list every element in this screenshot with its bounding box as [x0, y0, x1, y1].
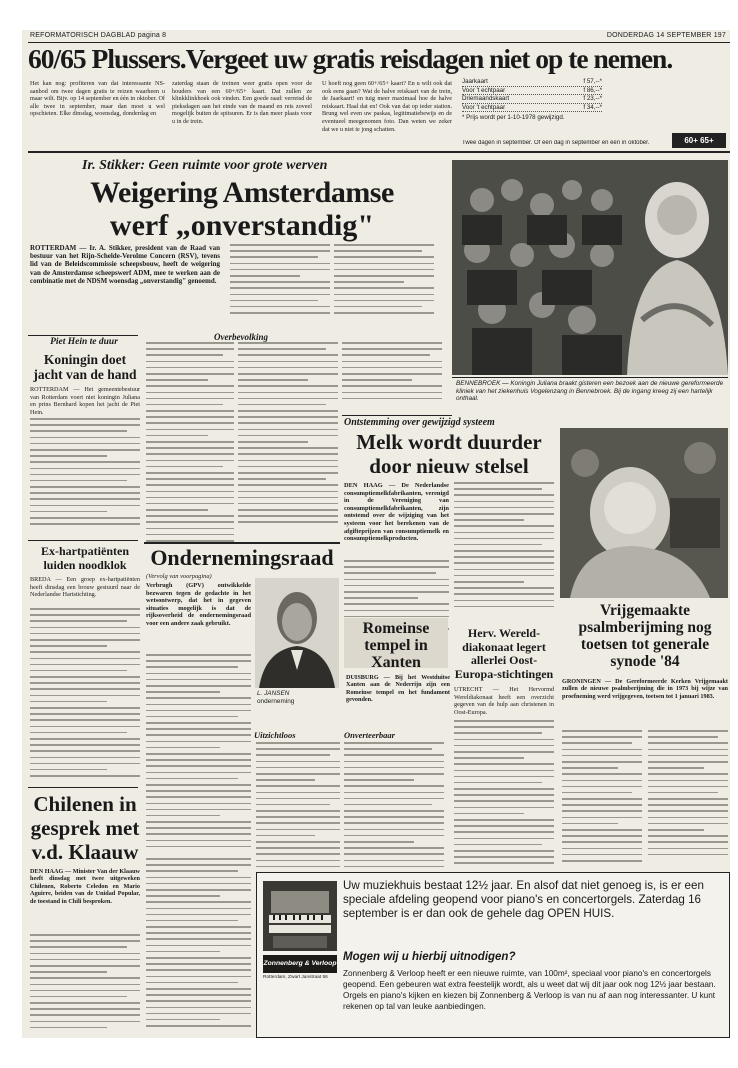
zonnenberg-question: Mogen wij u hierbij uitnodigen? — [343, 951, 516, 963]
melk-lead: DEN HAAG — De Nederlandse consumptiemelkfabrikanten, verenigd in de Vereniging van consumptiemelkfabrikanten, zijn ontstemd over de wijziging van het systeem voor het berekenen van de afgifteprijzen van consumptiemelk en consumptiemelkproducten. — [344, 482, 449, 543]
jansen-caption-sub: onderneming — [257, 698, 295, 705]
romeinse-lead: DUISBURG — Bij het Westduitse Xanten aan de Nederrijn zijn een Romeinse tempel en het fundament gevonden. — [346, 674, 450, 704]
ns-ad-price-list — [462, 78, 602, 142]
main-kicker: Ir. Stikker: Geen ruimte voor grote werven — [82, 158, 328, 173]
photo-rule — [452, 377, 728, 378]
price-row: Jaarkaart f 57,--* — [462, 78, 602, 85]
koningin-headline: Koningin doet jacht van de hand — [33, 352, 137, 382]
onderneming-body-4 — [146, 858, 251, 1034]
melk-body-2 — [454, 482, 554, 622]
photo-caption-bennebroek: BENNEBROEK — Koningin Juliana braakt gisteren een bezoek aan de nieuwe gereformeerde kliniek van het ziekenhuis Vogelenzang in Bennebroek. Bij de ingang kreeg zij een hartelijk onthaal. — [456, 380, 724, 403]
melk-rule — [342, 415, 452, 416]
chilenen-body — [30, 934, 140, 1034]
zonnenberg-ad — [256, 872, 730, 1038]
melk-headline: Melk wordt duurder door nieuw stelsel — [356, 430, 542, 478]
main-text-col3 — [334, 244, 434, 324]
chilenen-lead: DEN HAAG — Minister Van der Klaauw heeft dinsdag met twee uitgeweken Chilenen, Roberto Celedon en Mario Aguirre, beiden van de Unidad Popular, de toestand in Chili besproken. — [30, 868, 140, 905]
main-headline-1: Weigering Amsterdamse — [90, 176, 394, 209]
onderneming-headline: Ondernemingsraad — [150, 545, 334, 570]
price-row: Voor 't echtpaar f 86,--* — [462, 86, 602, 94]
onderneming-body-1 — [146, 654, 251, 854]
ns-logo: 60+ 65+ — [672, 133, 726, 148]
onderneming-continuation: (Vervolg van voorpagina) — [146, 573, 212, 580]
newspaper-page — [22, 30, 730, 1038]
vrij-headline: Vrijgemaakte psalmberijming nog toetsen tot generale synode '84 — [578, 602, 712, 670]
zonnenberg-logo: Zonnenberg & Verloop — [263, 955, 337, 973]
vrij-lead: GRONINGEN — De Gereformeerde Kerken Vrijgemaakt zullen de nieuwe psalmberijming die in 1973 bij wijze van proefneming werd vrijgegeven, toetsen tot 1 januari 1983. — [562, 678, 728, 700]
photo-queen-visit — [452, 160, 728, 375]
jansen-caption: L. JANSEN — [257, 690, 290, 697]
onderneming-rule — [144, 542, 340, 544]
price-row: Voor 't echtpaar f 34,--* — [462, 103, 602, 111]
masthead-left: REFORMATORISCH DAGBLAD pagina 8 — [30, 32, 167, 39]
ad-divider — [28, 151, 730, 153]
koningin-dateline: ROTTERDAM — Het gemeentebestuur van Rotterdam voert niet koningin Juliana en prins Bernhard kopen het jacht de Piet Hein. — [30, 386, 140, 416]
chilenen-rule — [28, 787, 138, 788]
chilenen-headline: Chilenen in gesprek met v.d. Klaauw — [30, 792, 140, 864]
koningin-rule — [28, 335, 138, 336]
onderneming-body-2 — [256, 742, 340, 882]
ns-ad-footer: Twee dagen in september. Of één dag in september en één in oktober. — [462, 140, 650, 146]
ns-ad-col1: Het kan nog: profiteren van dat interessante NS-aanbod om twee dagen gratis te reizen waarheen u maar wilt. Bijv. op 14 september en één in oktober. Of alle twee in september, maar dan moet u wel opschieten. Elke dinsdag, woensdag, donderdag en — [30, 80, 165, 118]
herv-dateline: UTRECHT — Het Hervormd Wereldiakonaat heeft een overzicht gegeven van de hulp aan christenen in Oost-Europa. — [454, 686, 554, 716]
koningin-body — [30, 418, 140, 538]
ex-headline: Ex-hartpatiënten luiden noodklok — [41, 544, 129, 572]
photo-jansen — [255, 578, 339, 688]
onderneming-lead: Verbrugh (GPV) ontwikkelde bezwaren tegen de gedachte in het wetsontwerp, dat het in gegeven situaties mogelijk is dat de rijksoverheid de ondernemingsraad voor een andere zaak gebruikt. — [146, 582, 251, 627]
herv-headline: Herv. Wereld-diakonaat legert allerlei Oost-Europa-stichtingen — [454, 626, 554, 681]
zonnenberg-intro: Uw muziekhuis bestaat 12½ jaar. En alsof dat niet genoeg is, is er een speciale afdeling geopend voor piano's en concertorgels. Zaterdag 16 september is er dan ook de gehele dag OPEN HUIS. — [343, 879, 704, 920]
masthead-right: DONDERDAG 14 SEPTEMBER 197 — [606, 32, 726, 39]
onderneming-body-3 — [344, 742, 444, 882]
main-text-col2 — [230, 244, 330, 324]
vrij-body-1 — [562, 730, 642, 868]
ex-dateline: BREDA — Een groep ex-hartpatiënten heeft dinsdag een brouw gestuurd naar de Nederlandse Hartstichting. — [30, 576, 140, 599]
ns-ad-headline: 60/65 Plussers.Vergeet uw gratis reisdagen niet op te nemen. — [28, 43, 673, 74]
ex-rule — [28, 540, 138, 541]
photo-elderly-woman — [560, 428, 728, 598]
organ-image — [263, 881, 337, 951]
koningin-kicker: Piet Hein te duur — [50, 337, 118, 347]
main-text-col-c — [342, 342, 442, 412]
ex-body — [30, 608, 140, 783]
melk-kicker: Ontstemming over gewijzigd systeem — [344, 417, 495, 428]
onderneming-subhead-2: Onverteerbaar — [344, 730, 395, 740]
vrij-body-2 — [648, 730, 728, 868]
romeinse-headline: Romeinse tempel in Xanten — [362, 620, 430, 671]
main-lead: ROTTERDAM — Ir. A. Stikker, president van de Raad van bestuur van het Rijn-Schelde-Verolme Concern (RSV), tevens lid van de Beleidscommissie scheepsbouw, heeft de weigering van de Amsterdamse scheepswerf ADM, mee te werken aan de combinatie met de NDSM woensdag „onverstandig" genoemd. — [30, 244, 220, 285]
main-headline-2: werf „onverstandig" — [109, 209, 375, 242]
price-row: Driemaandskaart f 23,--* — [462, 95, 602, 103]
main-text-col-b — [238, 342, 338, 542]
zonnenberg-address: Rotterdam, Zwart Janstraat 56 — [263, 975, 328, 980]
price-note: * Prijs wordt per 1-10-1978 gewijzigd. — [462, 114, 565, 122]
main-text-col-a — [146, 342, 234, 552]
ns-ad-col2: zaterdag staan de treinen weer gratis open voor de houders van een 60+/65+ kaart. Dat zullen ze klinkklinkhoek ook vinden. Een goede raad: verreisd de pieksdagen aan het einde van de maand en reis zoveel mogelijk buiten de spitsuren. Er is dan meer plaats voor u in de trein. — [172, 80, 312, 125]
zonnenberg-body: Zonnenberg & Verloop heeft er een nieuwe ruimte, van 100m², speciaal voor piano's en concertorgels geopend. Een gebeuren wat extra feestelijk wordt, als u weet dat wij dit jaar ook nog 12½ jaar bestaan. Orgels en piano's kijken en kiezen bij Zonnenberg & Verloop is van nu af aan nog interessanter. U kunt rekenen op tal van leuke aanbiedingen. — [343, 969, 716, 1011]
main-subhead: Overbevolking — [214, 332, 268, 342]
onderneming-subhead-1: Uitzichtloos — [254, 730, 296, 740]
ns-ad-col3: U hoeft nog geen 60+/65+ kaart? En u wilt ook dat ook eens gaan? Wat de halve reiskaart van de trein, de Jaarkaart! en tuig meer maximaal hoe de halve reiskaart. Haal dat en! Ook van dat op ieder station. Brung wel even uw paskas, legitimatiebewijs en de eventueel meegenomen foto. Dan weten we zeker dat we u niet te jong schatten. — [322, 80, 452, 133]
herv-body — [454, 720, 554, 868]
